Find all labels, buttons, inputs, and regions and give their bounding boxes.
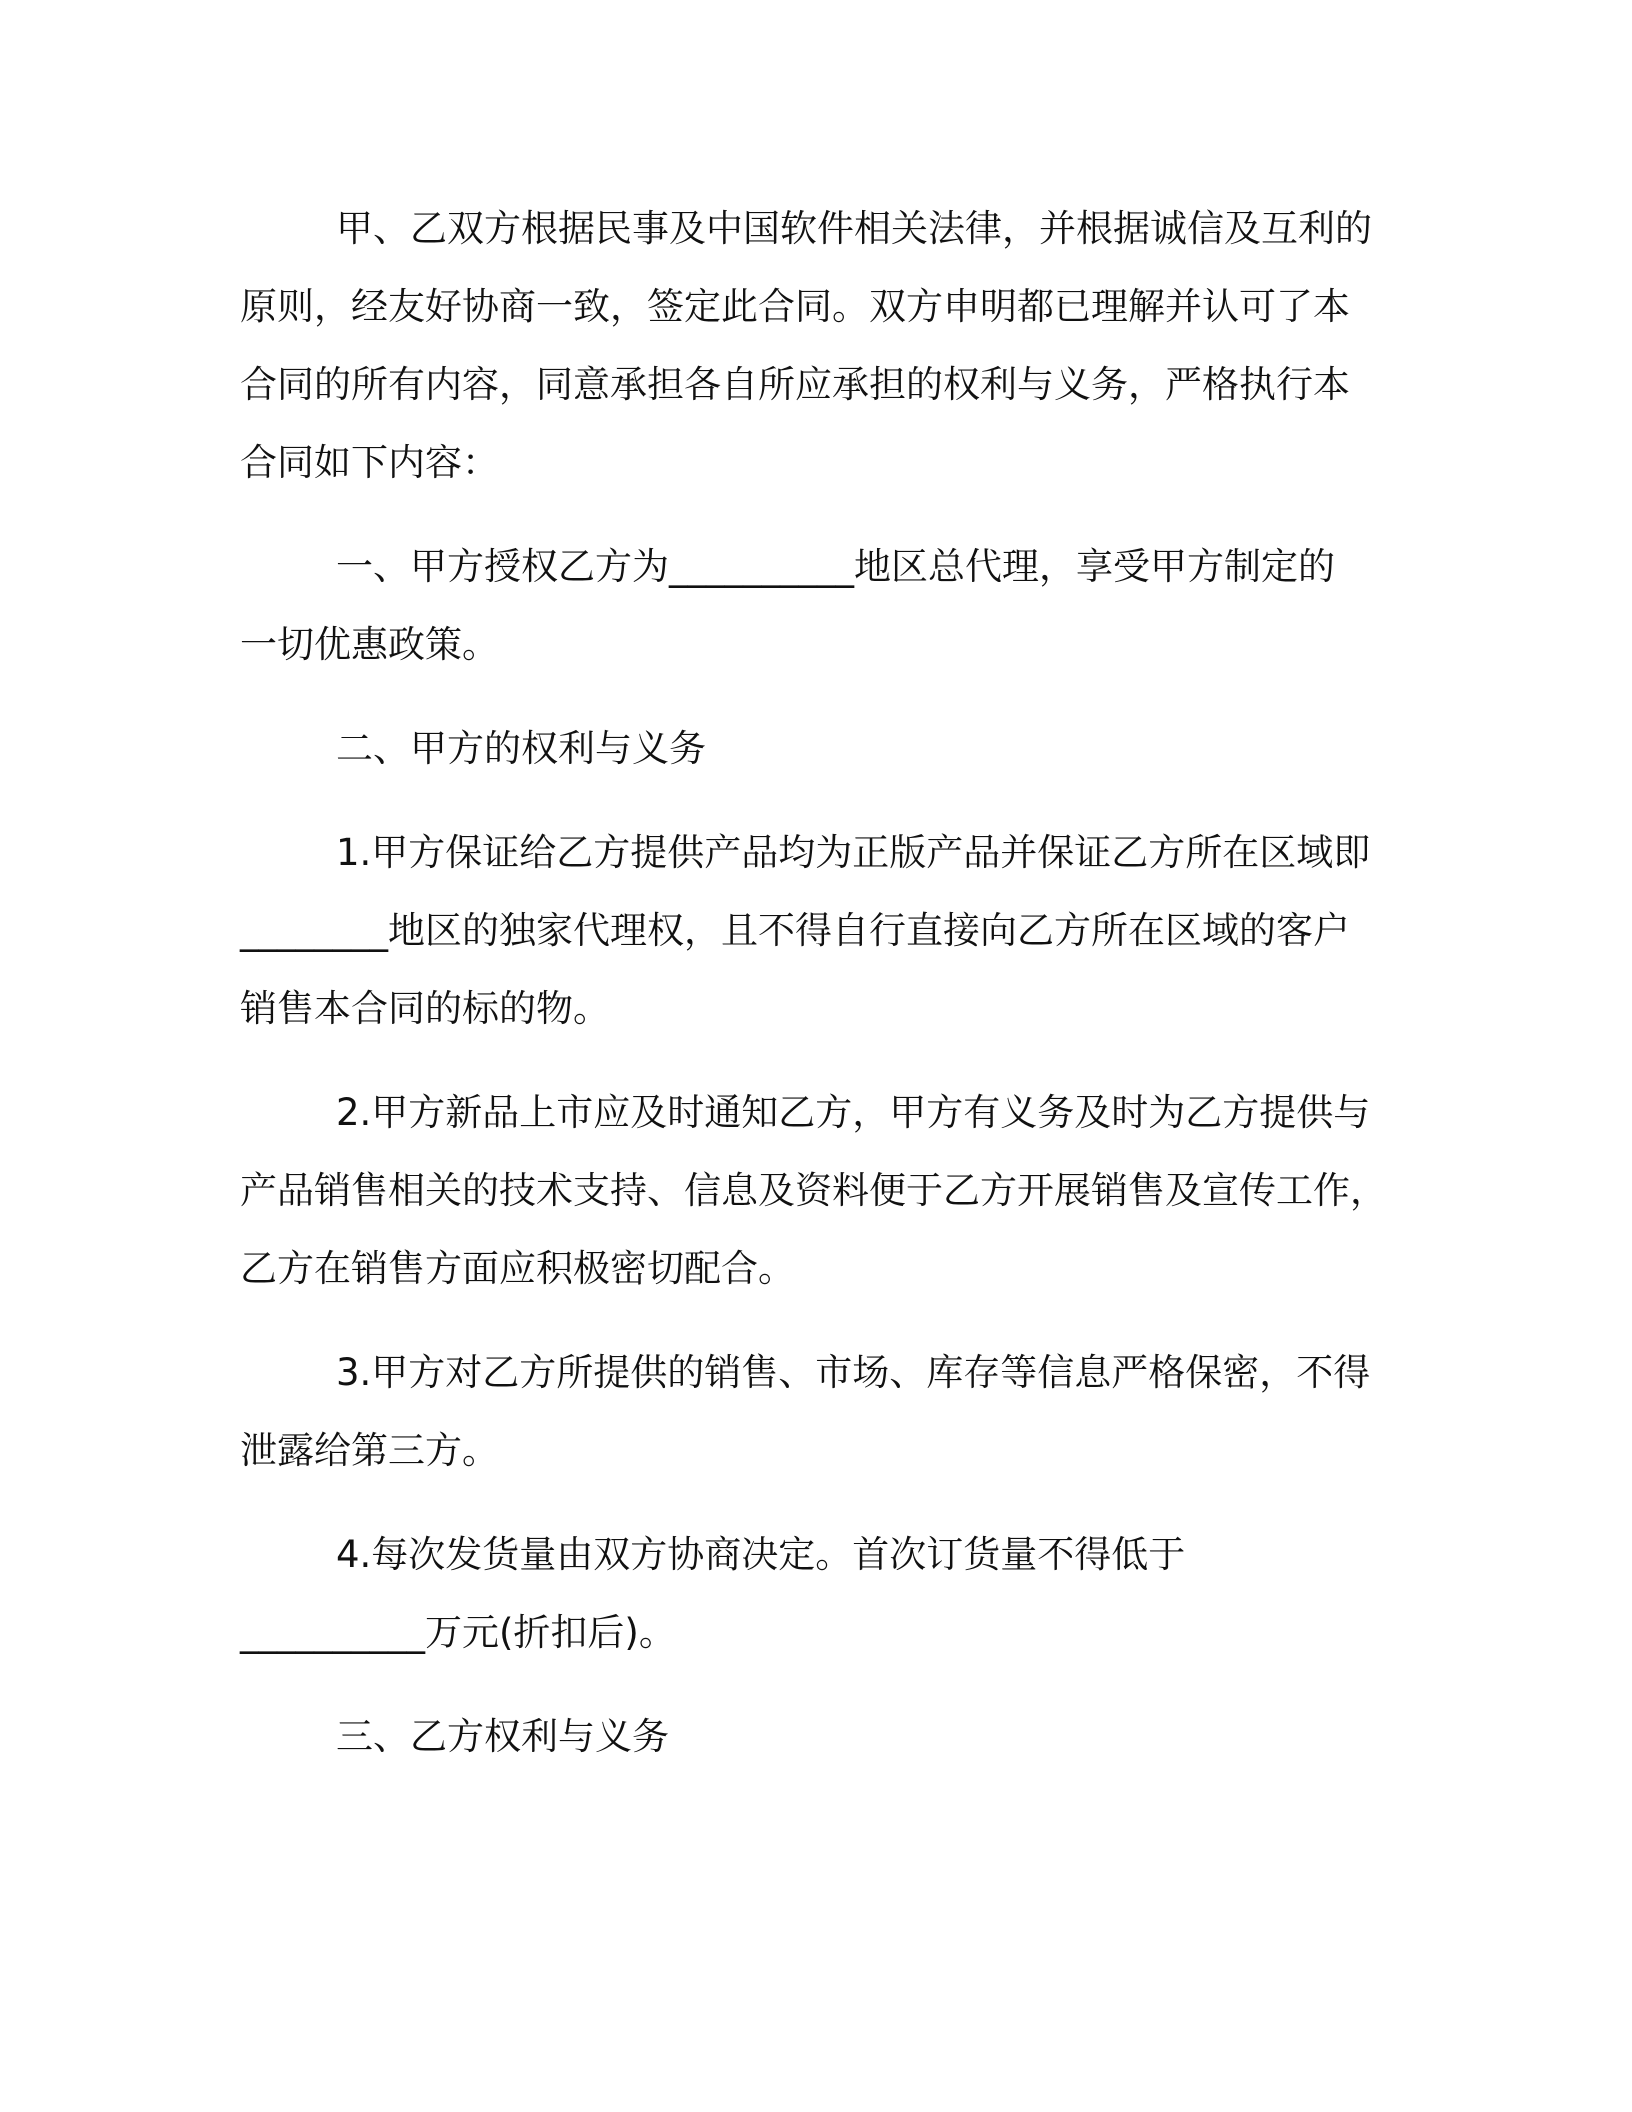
paragraph-item-2 [240,1074,1390,1308]
text-line: 原则，经友好协商一致，签定此合同。双方申明都已理解并认可了本 [240,285,1350,328]
text-line: 销售本合同的标的物。 [240,987,610,1030]
text-line: 一切优惠政策。 [240,623,499,666]
text-line: 乙方在销售方面应积极密切配合。 [240,1247,795,1290]
paragraph-item-1 [240,814,1390,1048]
text-line: 3.甲方对乙方所提供的销售、市场、库存等信息严格保密，不得 [336,1351,1371,1394]
text-line: 2.甲方新品上市应及时通知乙方，甲方有义务及时为乙方提供与 [336,1091,1371,1134]
paragraph-item-4 [240,1516,1390,1672]
paragraph-item-3 [240,1334,1390,1490]
text-line: __________万元(折扣后)。 [240,1611,676,1654]
section-heading-party-a [240,710,1390,788]
paragraph-preamble [240,190,1390,502]
text-line: 1.甲方保证给乙方提供产品均为正版产品并保证乙方所在区域即 [336,831,1371,874]
section-heading-party-b [240,1698,1390,1776]
text-line: 产品销售相关的技术支持、信息及资料便于乙方开展销售及宣传工作， [240,1169,1387,1212]
document-page [240,190,1390,1802]
text-line: 合同如下内容： [240,441,499,484]
heading-line: 三、乙方权利与义务 [336,1715,669,1758]
text-line: 一、甲方授权乙方为__________地区总代理，享受甲方制定的 [336,545,1335,588]
paragraph-clause-1 [240,528,1390,684]
heading-line: 二、甲方的权利与义务 [336,727,706,770]
text-line: ________地区的独家代理权，且不得自行直接向乙方所在区域的客户 [240,909,1350,952]
text-line: 4.每次发货量由双方协商决定。首次订货量不得低于 [336,1533,1186,1576]
text-line: 泄露给第三方。 [240,1429,499,1472]
text-line: 合同的所有内容，同意承担各自所应承担的权利与义务，严格执行本 [240,363,1350,406]
text-line: 甲、乙双方根据民事及中国软件相关法律，并根据诚信及互利的 [336,207,1372,250]
